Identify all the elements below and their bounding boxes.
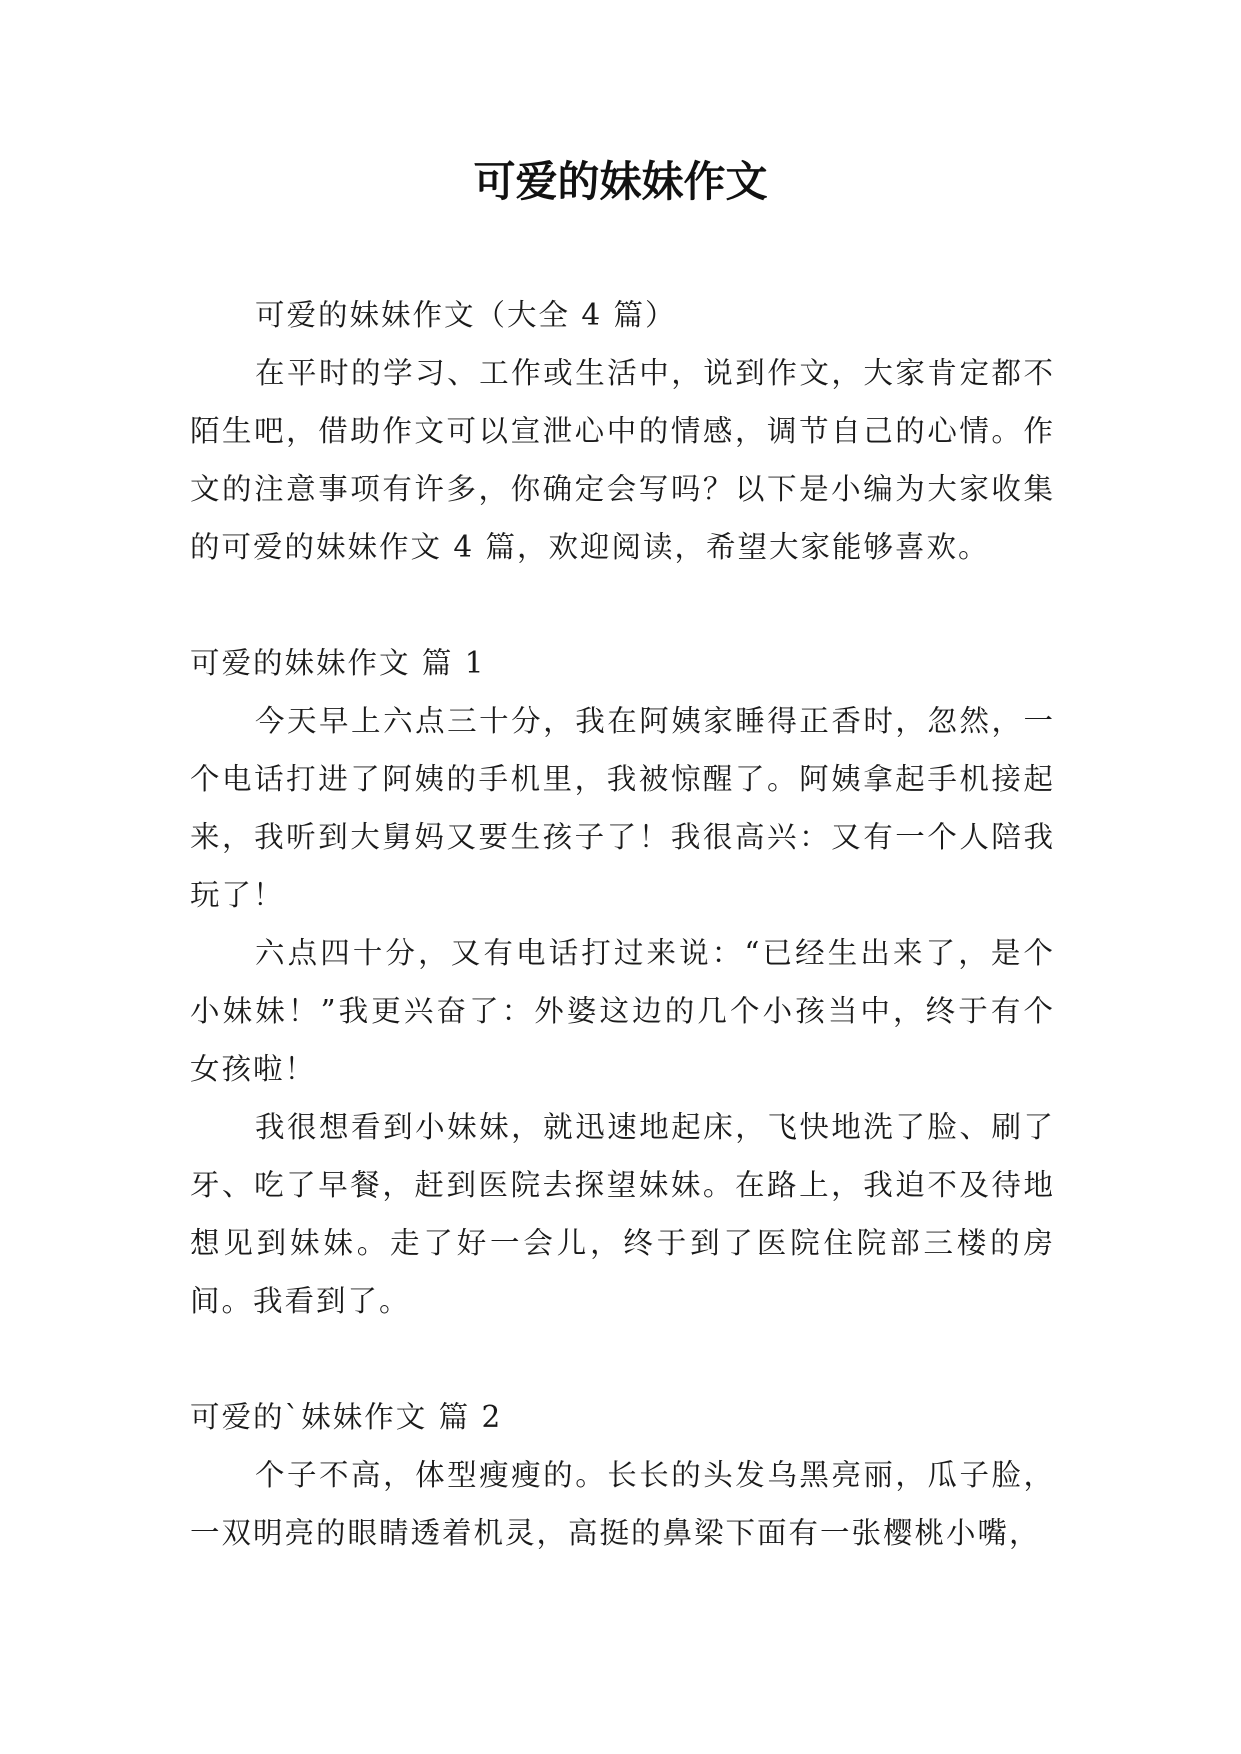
section-paragraph: 六点四十分，又有电话打过来说：“已经生出来了，是个小妹妹！”我更兴奋了：外婆这边的几个小孩当中，终于有个女孩啦！ <box>190 936 1055 1086</box>
document-title: 可爱的妹妹作文 <box>473 157 768 206</box>
intro-paragraph: 在平时的学习、工作或生活中，说到作文，大家肯定都不陌生吧，借助作文可以宣泄心中的情感，调节自己的心情。作文的注意事项有许多，你确定会写吗？以下是小编为大家收集的可爱的妹妹作文 4 篇，欢迎阅读，希望大家能够喜欢。 <box>190 356 1055 564</box>
section-heading: 可爱的妹妹作文 篇 1 <box>190 646 486 680</box>
document-subtitle: 可爱的妹妹作文（大全 4 篇） <box>255 298 677 332</box>
document-body <box>190 286 1055 1562</box>
section-paragraph: 个子不高，体型瘦瘦的。长长的头发乌黑亮丽，瓜子脸，一双明亮的眼睛透着机灵，高挺的鼻梁下面有一张樱桃小嘴， <box>190 1458 1055 1550</box>
section-paragraph: 今天早上六点三十分，我在阿姨家睡得正香时，忽然，一个电话打进了阿姨的手机里，我被惊醒了。阿姨拿起手机接起来，我听到大舅妈又要生孩子了！我很高兴：又有一个人陪我玩了！ <box>190 704 1055 912</box>
section-paragraph: 我很想看到小妹妹，就迅速地起床，飞快地洗了脸、刷了牙、吃了早餐，赶到医院去探望妹妹。在路上，我迫不及待地想见到妹妹。走了好一会儿，终于到了医院住院部三楼的房间。我看到了。 <box>190 1110 1055 1318</box>
section-heading: 可爱的`妹妹作文 篇 2 <box>190 1400 503 1434</box>
